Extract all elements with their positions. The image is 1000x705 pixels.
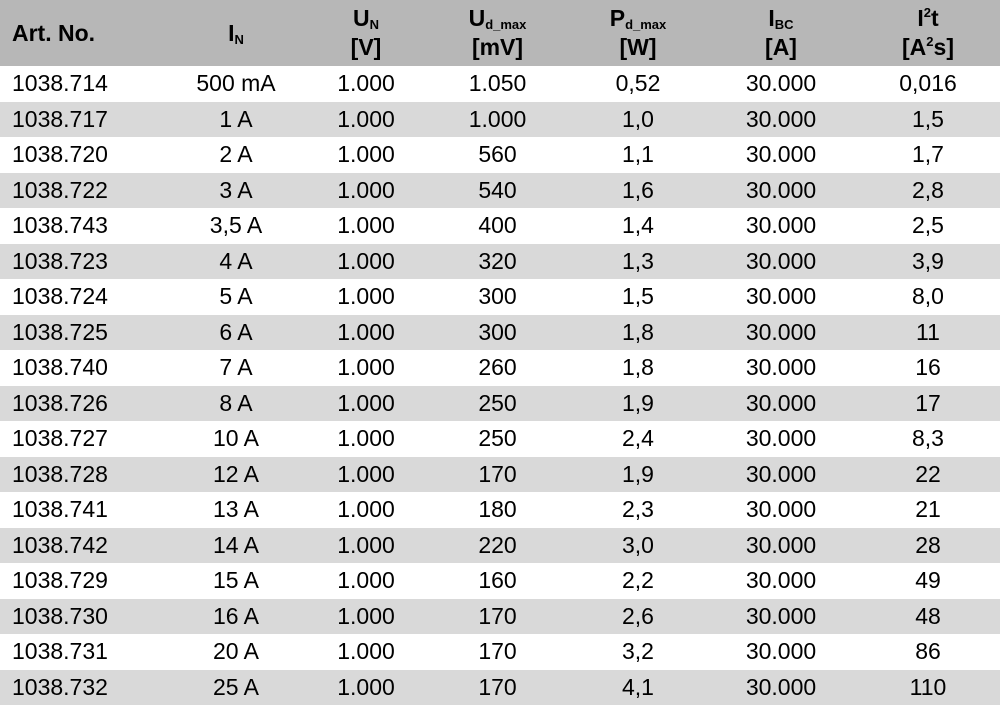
breaking-capacity-cell: 30.000 — [706, 208, 856, 244]
power-dissipation-cell: 3,2 — [570, 634, 706, 670]
i2t-cell: 16 — [856, 350, 1000, 386]
rated-current-cell: 5 A — [165, 279, 307, 315]
breaking-capacity-cell: 30.000 — [706, 386, 856, 422]
table-row — [0, 102, 1000, 138]
table-row — [0, 279, 1000, 315]
rated-current-cell: 10 A — [165, 421, 307, 457]
header-art-no — [0, 0, 165, 66]
breaking-capacity-cell: 30.000 — [706, 244, 856, 280]
rated-voltage-cell: 1.000 — [307, 350, 425, 386]
i2t-cell: 2,5 — [856, 208, 1000, 244]
power-dissipation-cell: 1,0 — [570, 102, 706, 138]
table-row — [0, 315, 1000, 351]
art-no-cell: 1038.741 — [0, 492, 165, 528]
rated-current-cell: 3,5 A — [165, 208, 307, 244]
rated-current-cell: 13 A — [165, 492, 307, 528]
rated-current-cell: 14 A — [165, 528, 307, 564]
rated-voltage-cell: 1.000 — [307, 421, 425, 457]
art-no-cell: 1038.740 — [0, 350, 165, 386]
rated-current-cell: 12 A — [165, 457, 307, 493]
power-dissipation-cell: 1,3 — [570, 244, 706, 280]
power-dissipation-cell: 0,52 — [570, 66, 706, 102]
header-power-dissipation-symbol: P — [610, 5, 625, 31]
header-i2t — [856, 0, 1000, 66]
i2t-cell: 2,8 — [856, 173, 1000, 209]
rated-current-cell: 1 A — [165, 102, 307, 138]
power-dissipation-cell: 2,3 — [570, 492, 706, 528]
rated-current-cell: 20 A — [165, 634, 307, 670]
art-no-cell: 1038.732 — [0, 670, 165, 705]
rated-voltage-cell: 1.000 — [307, 386, 425, 422]
voltage-drop-cell: 250 — [425, 386, 570, 422]
voltage-drop-cell: 260 — [425, 350, 570, 386]
voltage-drop-cell: 160 — [425, 563, 570, 599]
table-row — [0, 66, 1000, 102]
breaking-capacity-cell: 30.000 — [706, 66, 856, 102]
rated-current-cell: 7 A — [165, 350, 307, 386]
table-row — [0, 528, 1000, 564]
breaking-capacity-cell: 30.000 — [706, 102, 856, 138]
table-row — [0, 350, 1000, 386]
art-no-cell: 1038.725 — [0, 315, 165, 351]
rated-voltage-cell: 1.000 — [307, 599, 425, 635]
power-dissipation-cell: 1,1 — [570, 137, 706, 173]
breaking-capacity-cell: 30.000 — [706, 315, 856, 351]
i2t-cell: 22 — [856, 457, 1000, 493]
breaking-capacity-cell: 30.000 — [706, 350, 856, 386]
table-header — [0, 0, 1000, 66]
voltage-drop-cell: 170 — [425, 634, 570, 670]
art-no-cell: 1038.714 — [0, 66, 165, 102]
rated-current-cell: 8 A — [165, 386, 307, 422]
i2t-cell: 8,0 — [856, 279, 1000, 315]
header-breaking-capacity-symbol: I — [768, 5, 774, 31]
header-voltage-drop-unit: [mV] — [425, 33, 570, 62]
voltage-drop-cell: 320 — [425, 244, 570, 280]
i2t-cell: 17 — [856, 386, 1000, 422]
header-power-dissipation-unit: [W] — [570, 33, 706, 62]
art-no-cell: 1038.731 — [0, 634, 165, 670]
power-dissipation-cell: 3,0 — [570, 528, 706, 564]
header-breaking-capacity — [706, 0, 856, 66]
header-voltage-drop-symbol: U — [469, 5, 486, 31]
header-rated-voltage-unit: [V] — [307, 33, 425, 62]
i2t-cell: 28 — [856, 528, 1000, 564]
art-no-cell: 1038.723 — [0, 244, 165, 280]
i2t-cell: 1,7 — [856, 137, 1000, 173]
voltage-drop-cell: 540 — [425, 173, 570, 209]
rated-voltage-cell: 1.000 — [307, 244, 425, 280]
table-row — [0, 208, 1000, 244]
i2t-cell: 3,9 — [856, 244, 1000, 280]
header-i2t-superscript: 2 — [924, 5, 931, 20]
rated-voltage-cell: 1.000 — [307, 208, 425, 244]
voltage-drop-cell: 300 — [425, 315, 570, 351]
breaking-capacity-cell: 30.000 — [706, 279, 856, 315]
art-no-cell: 1038.728 — [0, 457, 165, 493]
rated-voltage-cell: 1.000 — [307, 279, 425, 315]
breaking-capacity-cell: 30.000 — [706, 563, 856, 599]
voltage-drop-cell: 170 — [425, 670, 570, 705]
rated-voltage-cell: 1.000 — [307, 670, 425, 705]
i2t-cell: 8,3 — [856, 421, 1000, 457]
voltage-drop-cell: 250 — [425, 421, 570, 457]
header-i2t-unit-tail: s] — [934, 34, 954, 60]
rated-current-cell: 4 A — [165, 244, 307, 280]
rated-current-cell: 15 A — [165, 563, 307, 599]
header-i2t-symbol-tail: t — [931, 5, 939, 31]
power-dissipation-cell: 2,2 — [570, 563, 706, 599]
art-no-cell: 1038.743 — [0, 208, 165, 244]
table-row — [0, 634, 1000, 670]
power-dissipation-cell: 2,6 — [570, 599, 706, 635]
power-dissipation-cell: 1,9 — [570, 386, 706, 422]
breaking-capacity-cell: 30.000 — [706, 173, 856, 209]
table-row — [0, 386, 1000, 422]
art-no-cell: 1038.729 — [0, 563, 165, 599]
breaking-capacity-cell: 30.000 — [706, 421, 856, 457]
table-row — [0, 421, 1000, 457]
i2t-cell: 21 — [856, 492, 1000, 528]
rated-voltage-cell: 1.000 — [307, 102, 425, 138]
i2t-cell: 86 — [856, 634, 1000, 670]
header-i2t-symbol: I — [917, 5, 923, 31]
art-no-cell: 1038.727 — [0, 421, 165, 457]
rated-current-cell: 6 A — [165, 315, 307, 351]
power-dissipation-cell: 1,9 — [570, 457, 706, 493]
header-rated-voltage-subscript: N — [370, 17, 379, 32]
table-row — [0, 492, 1000, 528]
table-row — [0, 137, 1000, 173]
table-row — [0, 563, 1000, 599]
header-rated-current — [165, 0, 307, 66]
header-rated-voltage — [307, 0, 425, 66]
breaking-capacity-cell: 30.000 — [706, 137, 856, 173]
voltage-drop-cell: 220 — [425, 528, 570, 564]
rated-voltage-cell: 1.000 — [307, 634, 425, 670]
table-body — [0, 66, 1000, 705]
power-dissipation-cell: 2,4 — [570, 421, 706, 457]
voltage-drop-cell: 170 — [425, 457, 570, 493]
breaking-capacity-cell: 30.000 — [706, 670, 856, 705]
breaking-capacity-cell: 30.000 — [706, 634, 856, 670]
power-dissipation-cell: 4,1 — [570, 670, 706, 705]
rated-voltage-cell: 1.000 — [307, 315, 425, 351]
rated-current-cell: 2 A — [165, 137, 307, 173]
header-breaking-capacity-unit: [A] — [706, 33, 856, 62]
table-row — [0, 599, 1000, 635]
art-no-cell: 1038.720 — [0, 137, 165, 173]
voltage-drop-cell: 170 — [425, 599, 570, 635]
power-dissipation-cell: 1,6 — [570, 173, 706, 209]
i2t-cell: 11 — [856, 315, 1000, 351]
header-rated-current-symbol: I — [228, 20, 234, 46]
rated-voltage-cell: 1.000 — [307, 492, 425, 528]
i2t-cell: 49 — [856, 563, 1000, 599]
breaking-capacity-cell: 30.000 — [706, 599, 856, 635]
rated-voltage-cell: 1.000 — [307, 457, 425, 493]
breaking-capacity-cell: 30.000 — [706, 492, 856, 528]
header-row — [0, 0, 1000, 66]
header-i2t-unit: [A — [902, 34, 926, 60]
table-row — [0, 244, 1000, 280]
header-i2t-unit-superscript: 2 — [926, 34, 933, 49]
rated-current-cell: 16 A — [165, 599, 307, 635]
header-rated-current-subscript: N — [235, 32, 244, 47]
header-art-no-label: Art. No. — [12, 20, 95, 46]
header-power-dissipation-subscript: d_max — [625, 17, 666, 32]
rated-voltage-cell: 1.000 — [307, 137, 425, 173]
power-dissipation-cell: 1,8 — [570, 350, 706, 386]
rated-voltage-cell: 1.000 — [307, 66, 425, 102]
header-voltage-drop-subscript: d_max — [485, 17, 526, 32]
rated-current-cell: 25 A — [165, 670, 307, 705]
rated-voltage-cell: 1.000 — [307, 173, 425, 209]
rated-voltage-cell: 1.000 — [307, 563, 425, 599]
i2t-cell: 0,016 — [856, 66, 1000, 102]
rated-voltage-cell: 1.000 — [307, 528, 425, 564]
header-voltage-drop — [425, 0, 570, 66]
header-breaking-capacity-subscript: BC — [775, 17, 794, 32]
voltage-drop-cell: 400 — [425, 208, 570, 244]
rated-current-cell: 500 mA — [165, 66, 307, 102]
voltage-drop-cell: 560 — [425, 137, 570, 173]
header-rated-voltage-symbol: U — [353, 5, 370, 31]
voltage-drop-cell: 1.000 — [425, 102, 570, 138]
header-power-dissipation — [570, 0, 706, 66]
power-dissipation-cell: 1,8 — [570, 315, 706, 351]
i2t-cell: 48 — [856, 599, 1000, 635]
power-dissipation-cell: 1,5 — [570, 279, 706, 315]
art-no-cell: 1038.730 — [0, 599, 165, 635]
rated-current-cell: 3 A — [165, 173, 307, 209]
art-no-cell: 1038.717 — [0, 102, 165, 138]
table-row — [0, 457, 1000, 493]
breaking-capacity-cell: 30.000 — [706, 457, 856, 493]
art-no-cell: 1038.742 — [0, 528, 165, 564]
i2t-cell: 110 — [856, 670, 1000, 705]
power-dissipation-cell: 1,4 — [570, 208, 706, 244]
voltage-drop-cell: 1.050 — [425, 66, 570, 102]
voltage-drop-cell: 300 — [425, 279, 570, 315]
i2t-cell: 1,5 — [856, 102, 1000, 138]
voltage-drop-cell: 180 — [425, 492, 570, 528]
table-row — [0, 173, 1000, 209]
art-no-cell: 1038.724 — [0, 279, 165, 315]
breaking-capacity-cell: 30.000 — [706, 528, 856, 564]
art-no-cell: 1038.726 — [0, 386, 165, 422]
art-no-cell: 1038.722 — [0, 173, 165, 209]
